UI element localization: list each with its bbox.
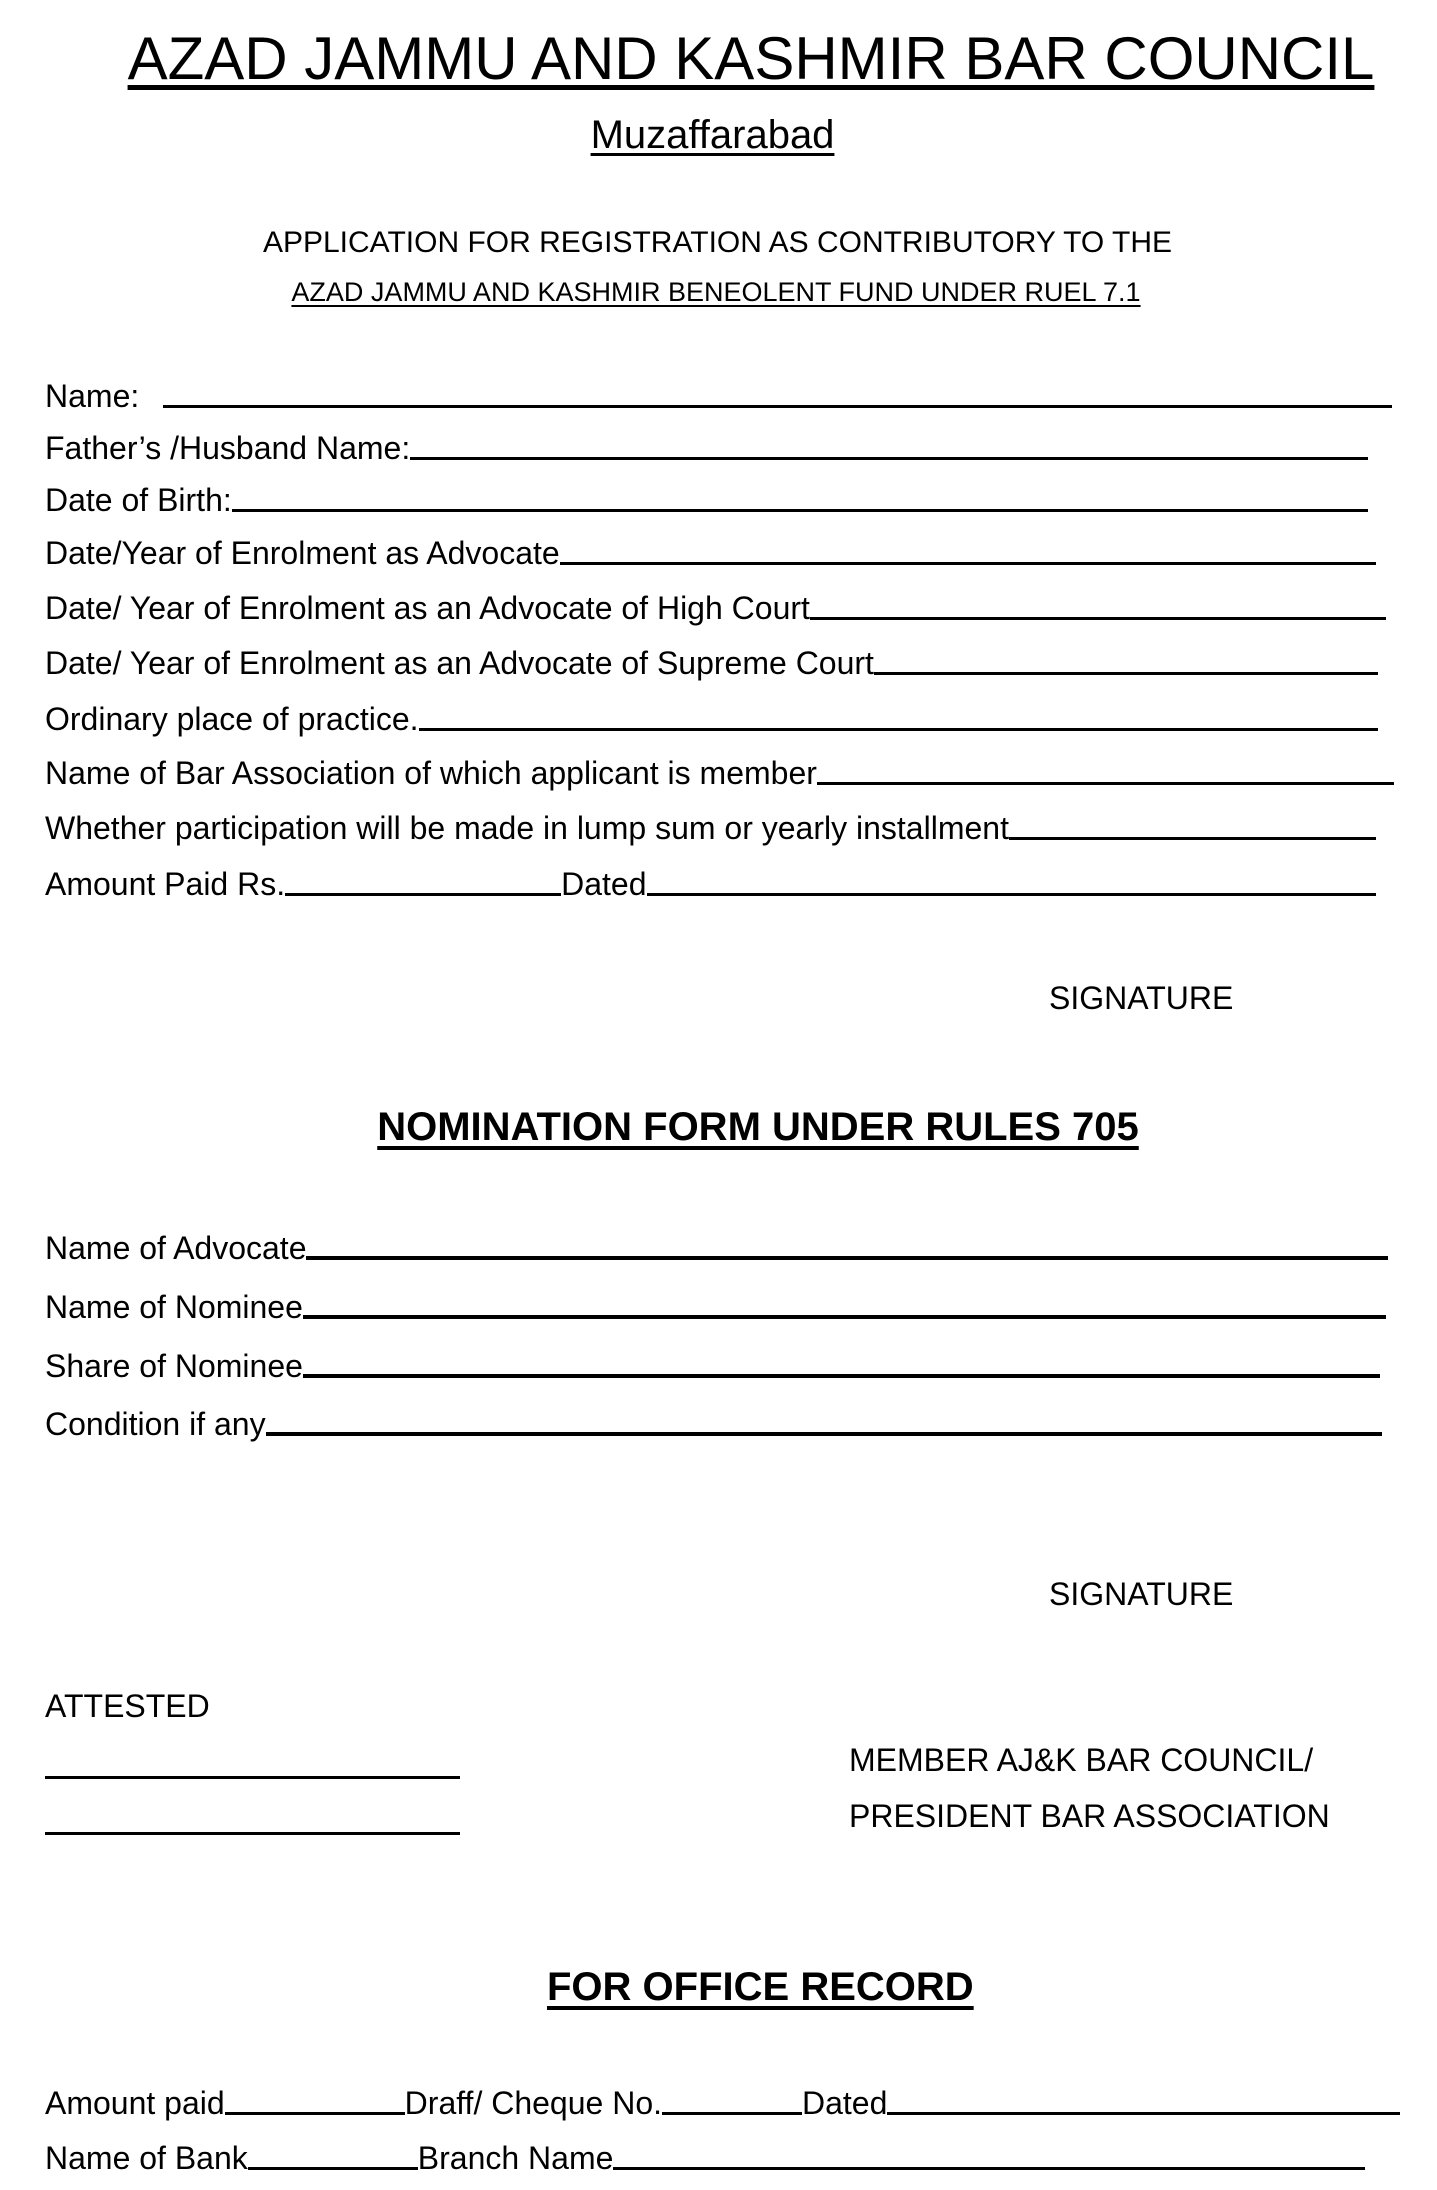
- field-row-amount-paid: [45, 865, 1376, 903]
- field-label-dated: Dated: [561, 866, 647, 902]
- field-label-enrolment-supreme-court: Date/ Year of Enrolment as an Advocate of Supreme Court: [45, 645, 874, 681]
- field-row-enrolment-supreme-court: [45, 644, 1378, 682]
- field-row-father-husband-name: [45, 429, 1368, 467]
- field-input-condition[interactable]: [266, 1432, 1382, 1436]
- office-label-dated: Dated: [802, 2085, 888, 2121]
- office-record-heading: FOR OFFICE RECORD: [547, 1965, 974, 2009]
- field-input-date-of-birth[interactable]: [232, 509, 1368, 512]
- field-row-participation-mode: [45, 809, 1376, 847]
- field-row-name-of-advocate: [45, 1229, 1388, 1267]
- field-input-bar-association[interactable]: [817, 782, 1394, 785]
- field-label-name-of-nominee: Name of Nominee: [45, 1289, 303, 1325]
- field-row-condition: [45, 1405, 1382, 1443]
- office-label-branch: Branch Name: [417, 2140, 614, 2176]
- field-label-place-of-practice: Ordinary place of practice.: [45, 701, 419, 737]
- field-input-name[interactable]: [163, 405, 1392, 408]
- field-label-share-of-nominee: Share of Nominee: [45, 1348, 303, 1384]
- field-label-father-husband-name: Father’s /Husband Name:: [45, 430, 411, 466]
- field-row-share-of-nominee: [45, 1347, 1380, 1385]
- field-input-amount-paid[interactable]: [285, 893, 561, 896]
- field-input-enrolment-high-court[interactable]: [810, 617, 1386, 620]
- field-row-place-of-practice: [45, 700, 1378, 738]
- field-label-condition: Condition if any: [45, 1406, 266, 1442]
- field-label-name-of-advocate: Name of Advocate: [45, 1230, 307, 1266]
- field-label-participation-mode: Whether participation will be made in lump sum or yearly installment: [45, 810, 1009, 846]
- field-label-enrolment-high-court: Date/ Year of Enrolment as an Advocate of High Court: [45, 590, 810, 626]
- field-label-enrolment-advocate: Date/Year of Enrolment as Advocate: [45, 535, 560, 571]
- field-input-dated[interactable]: [647, 893, 1377, 896]
- nomination-heading: NOMINATION FORM UNDER RULES 705: [377, 1105, 1139, 1149]
- office-label-amount-paid: Amount paid: [45, 2085, 225, 2121]
- field-row-name: [45, 377, 1392, 415]
- nominee-signature-label: SIGNATURE: [1049, 1576, 1234, 1612]
- application-title-line1: APPLICATION FOR REGISTRATION AS CONTRIBUTORY TO THE: [262, 226, 1173, 259]
- field-input-place-of-practice[interactable]: [419, 728, 1379, 731]
- field-input-share-of-nominee[interactable]: [303, 1374, 1380, 1378]
- field-input-enrolment-advocate[interactable]: [560, 562, 1376, 565]
- attester-signature-line-1[interactable]: [45, 1776, 460, 1779]
- field-row-date-of-birth: [45, 481, 1368, 519]
- attester-signature-line-2[interactable]: [45, 1832, 460, 1835]
- office-input-amount-paid[interactable]: [225, 2112, 405, 2115]
- form-title: AZAD JAMMU AND KASHMIR BAR COUNCIL: [127, 25, 1375, 92]
- field-input-father-husband-name[interactable]: [410, 457, 1368, 460]
- field-input-enrolment-supreme-court[interactable]: [874, 672, 1378, 675]
- field-input-name-of-nominee[interactable]: [303, 1315, 1386, 1319]
- attested-label: ATTESTED: [45, 1688, 210, 1724]
- field-label-date-of-birth: Date of Birth:: [45, 482, 232, 518]
- applicant-signature-label: SIGNATURE: [1049, 980, 1234, 1016]
- office-input-dated[interactable]: [887, 2112, 1400, 2115]
- office-label-bank: Name of Bank: [45, 2140, 248, 2176]
- office-row-payment: [45, 2084, 1400, 2122]
- field-row-enrolment-high-court: [45, 589, 1386, 627]
- field-input-name-of-advocate[interactable]: [306, 1256, 1388, 1260]
- form-subtitle-city: Muzaffarabad: [590, 113, 835, 157]
- field-label-name: Name:: [45, 378, 140, 414]
- office-input-cheque-no[interactable]: [662, 2112, 802, 2115]
- attester-title-line1: MEMBER AJ&K BAR COUNCIL/: [849, 1742, 1314, 1778]
- field-row-name-of-nominee: [45, 1288, 1386, 1326]
- office-label-cheque-no: Draff/ Cheque No.: [404, 2085, 662, 2121]
- field-input-participation-mode[interactable]: [1009, 837, 1376, 840]
- office-input-branch[interactable]: [613, 2167, 1365, 2170]
- office-row-bank: [45, 2139, 1365, 2177]
- field-label-bar-association: Name of Bar Association of which applicant is member: [45, 755, 817, 791]
- office-input-bank[interactable]: [248, 2167, 418, 2170]
- application-title-line2: AZAD JAMMU AND KASHMIR BENEOLENT FUND UNDER RUEL 7.1: [291, 277, 1141, 307]
- field-row-bar-association: [45, 754, 1394, 792]
- attester-title-line2: PRESIDENT BAR ASSOCIATION: [849, 1798, 1330, 1834]
- field-row-enrolment-advocate: [45, 534, 1376, 572]
- field-label-amount-paid: Amount Paid Rs.: [45, 866, 286, 902]
